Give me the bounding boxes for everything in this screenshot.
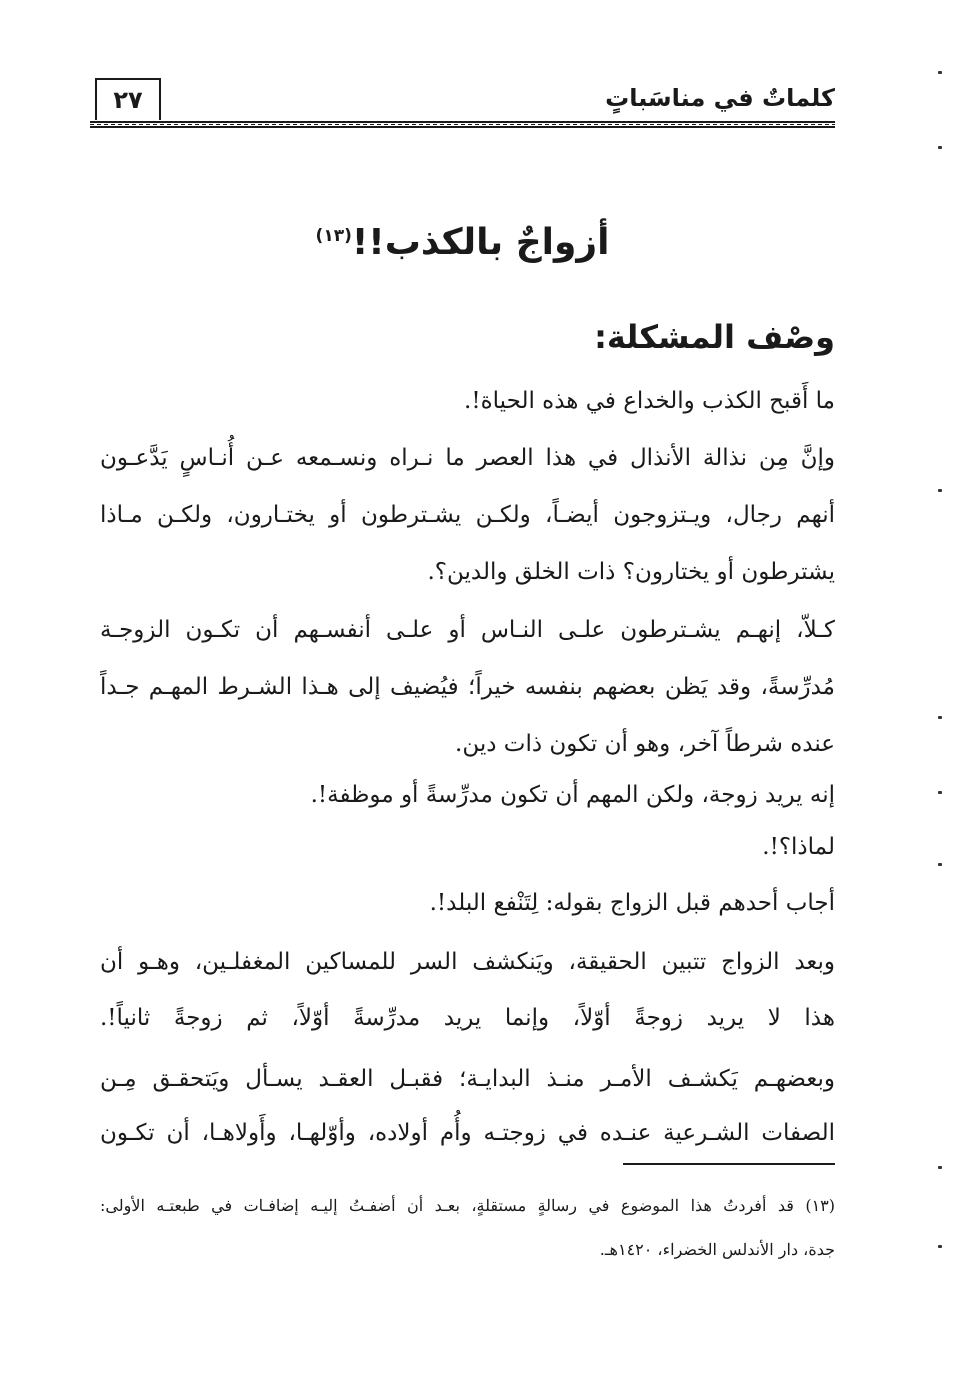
body-line: مُدرِّسةً، وقد يَظن بعضهم بنفسه خيراً؛ فيُضيف إلى هـذا الشـرط المهـم جـداً: [100, 674, 835, 700]
scan-speck: [938, 1166, 942, 1169]
body-line: يشترطون أو يختارون؟ ذات الخلق والدين؟.: [427, 559, 835, 585]
body-line: هذا لا يريد زوجةً أوّلاً، وإنما يريد مدرِّسةً أوّلاً، ثم زوجةً ثانياً!.: [100, 1005, 835, 1031]
running-title: كلماتٌ في مناسَباتٍ: [605, 84, 835, 112]
scan-speck: [938, 863, 942, 866]
scan-speck: [938, 71, 942, 74]
scan-speck: [938, 146, 942, 149]
footnote-rule: [623, 1163, 835, 1165]
article-title-text: أزواجٌ بالكذب!!: [351, 222, 610, 263]
scan-speck: [938, 716, 942, 719]
body-line: أنهم رجال، ويـتزوجون أيضـاً، ولكـن يشـترطون أو يختـارون، ولكـن مـاذا: [100, 502, 835, 528]
body-line: ما أَقبح الكذب والخداع في هذه الحياة!.: [464, 388, 835, 414]
body-line: وبعضهـم يَكشـف الأمـر منـذ البدايـة؛ فقبـل العقـد يسـأل ويَتحقـق مِـن: [100, 1066, 835, 1092]
footnote-line: (١٣) قد أفردتُ هذا الموضوع في رسالةٍ مستقلةٍ، بعـد أن أضفـتُ إليـه إضافـات في طبعتـه الأولى:: [100, 1196, 835, 1215]
body-line: كـلاّ، إنهـم يشـترطون علـى النـاس أو علـى أنفسـهم أن تكـون الزوجـة: [100, 617, 835, 643]
body-line: وبعد الزواج تتبين الحقيقة، ويَنكشف السر للمساكين المغفلـين، وهـو أن: [100, 949, 835, 975]
body-line: لماذا؟!.: [762, 834, 835, 860]
section-heading: وصْف المشكلة:: [594, 318, 835, 356]
page-number: ٢٧: [95, 78, 161, 120]
body-line: أجاب أحدهم قبل الزواج بقوله: لِتَنْفع البلد!.: [429, 890, 835, 916]
page-header: [90, 78, 835, 128]
body-line: عنده شرطاً آخر، وهو أن تكون ذات دين.: [455, 731, 835, 757]
scan-speck: [938, 791, 942, 794]
header-rule: [90, 121, 835, 128]
body-line: إنه يريد زوجة، ولكن المهم أن تكون مدرِّسةً أو موظفة!.: [310, 782, 835, 808]
scan-speck: [938, 1245, 942, 1248]
body-line: الصفات الشـرعية عنـده في زوجتـه وأُم أولاده، وأوّلهـا، وأَولاهـا، أن تكـون: [100, 1120, 835, 1146]
article-title: [90, 222, 835, 263]
footnote-reference: (١٣): [315, 226, 352, 246]
scan-speck: [938, 489, 942, 492]
body-line: وإنَّ مِن نذالة الأنذال في هذا العصر ما نـراه ونسـمعه عـن أُنـاسٍ يَدَّعـون: [100, 445, 835, 471]
footnote-line: جدة، دار الأندلس الخضراء، ١٤٢٠هـ.: [599, 1240, 835, 1259]
